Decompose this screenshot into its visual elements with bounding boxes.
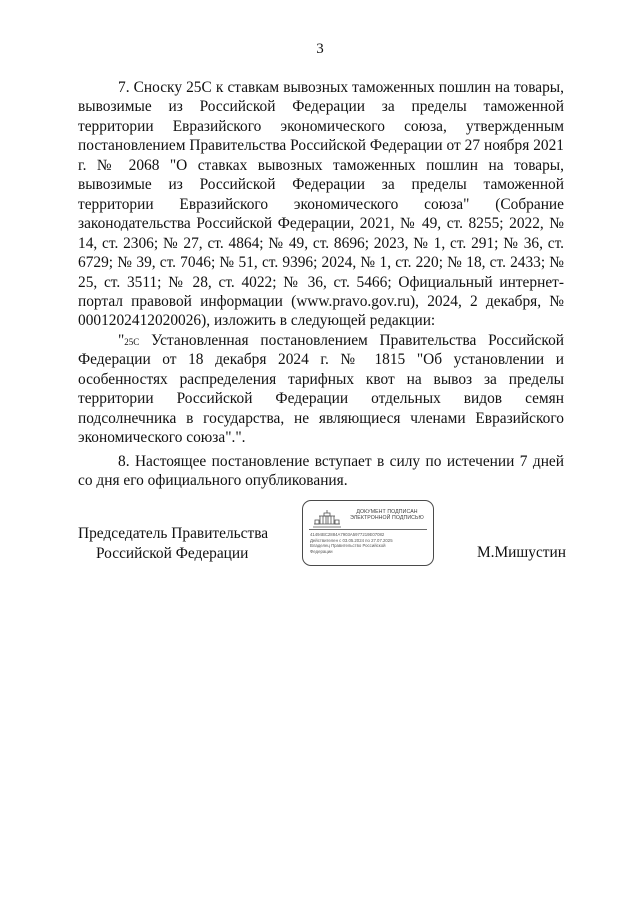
stamp-details	[310, 532, 430, 554]
stamp-header	[343, 509, 431, 522]
stamp-owner-line-1: Владелец Правительство Российской	[310, 543, 386, 549]
electronic-signature-stamp	[302, 500, 434, 566]
signer-title-line-2: Российской Федерации	[96, 544, 249, 562]
signer-name: М.Мишустин	[476, 544, 566, 561]
emblem-icon	[311, 508, 343, 530]
stamp-header-line-1: ДОКУМЕНТ ПОДПИСАН	[356, 509, 418, 515]
quote-text: Установленная постановлением Правительства Российской Федерации от 18 декабря 2024 г. № 1815 "Об установлении и особенностях распределения тарифных квот на вывоз за пределы территории Российской Федерации отдельных видов семян подсолнечника в государства, не являющиеся членами Евразийского экономического союза".".	[78, 331, 564, 447]
signer-title	[78, 524, 278, 563]
paragraph-item-8: 8. Настоящее постановление вступает в силу по истечении 7 дней со дня его официального опубликования.	[78, 452, 564, 490]
paragraph-item-7: 7. Сноску 25С к ставкам вывозных таможенных пошлин на товары, вывозимые из Российской Федерации за пределы таможенной территории Евразийского экономического союза, утвержденным постановлением Правительства Российской Федерации от 27 ноября 2021 г. № 2068 "О ставках вывозных таможенных пошлин на товары, вывозимые из Российской Федерации за пределы таможенной территории Евразийского экономического союза" (Собрание законодательства Российской Федерации, 2021, № 49, ст. 8255; 2022, № 14, ст. 2306; № 27, ст. 4864; № 49, ст. 8696; 2023, № 1, ст. 291; № 36, ст. 6729; № 39, ст. 7046; № 51, ст. 9396; 2024, № 1, ст. 220; № 18, ст. 2433; № 25, ст. 3511; № 28, ст. 4022; № 36, ст. 5466; Официальный интернет-портал правовой информации (www.pravo.gov.ru), 2024, 2 декабря, № 0001202412020026), изложить в следующей редакции:	[78, 79, 564, 330]
footnote-mark: 25С	[124, 336, 140, 347]
stamp-certificate: 41494BC2884A7903A5977219E07082	[310, 532, 385, 537]
stamp-validity: Действителен с 03.05.2024 по 27.07.2025	[310, 537, 393, 543]
stamp-header-line-2: ЭЛЕКТРОННОЙ ПОДПИСЬЮ	[350, 515, 424, 522]
stamp-owner-line-2: Федерации	[310, 548, 333, 554]
quote-open-mark: "	[118, 331, 125, 349]
stamp-divider	[309, 529, 427, 530]
document-body	[78, 78, 564, 491]
page-number: 3	[316, 41, 324, 57]
signer-title-line-1: Председатель Правительства	[78, 525, 269, 542]
paragraph-quote	[78, 331, 564, 448]
